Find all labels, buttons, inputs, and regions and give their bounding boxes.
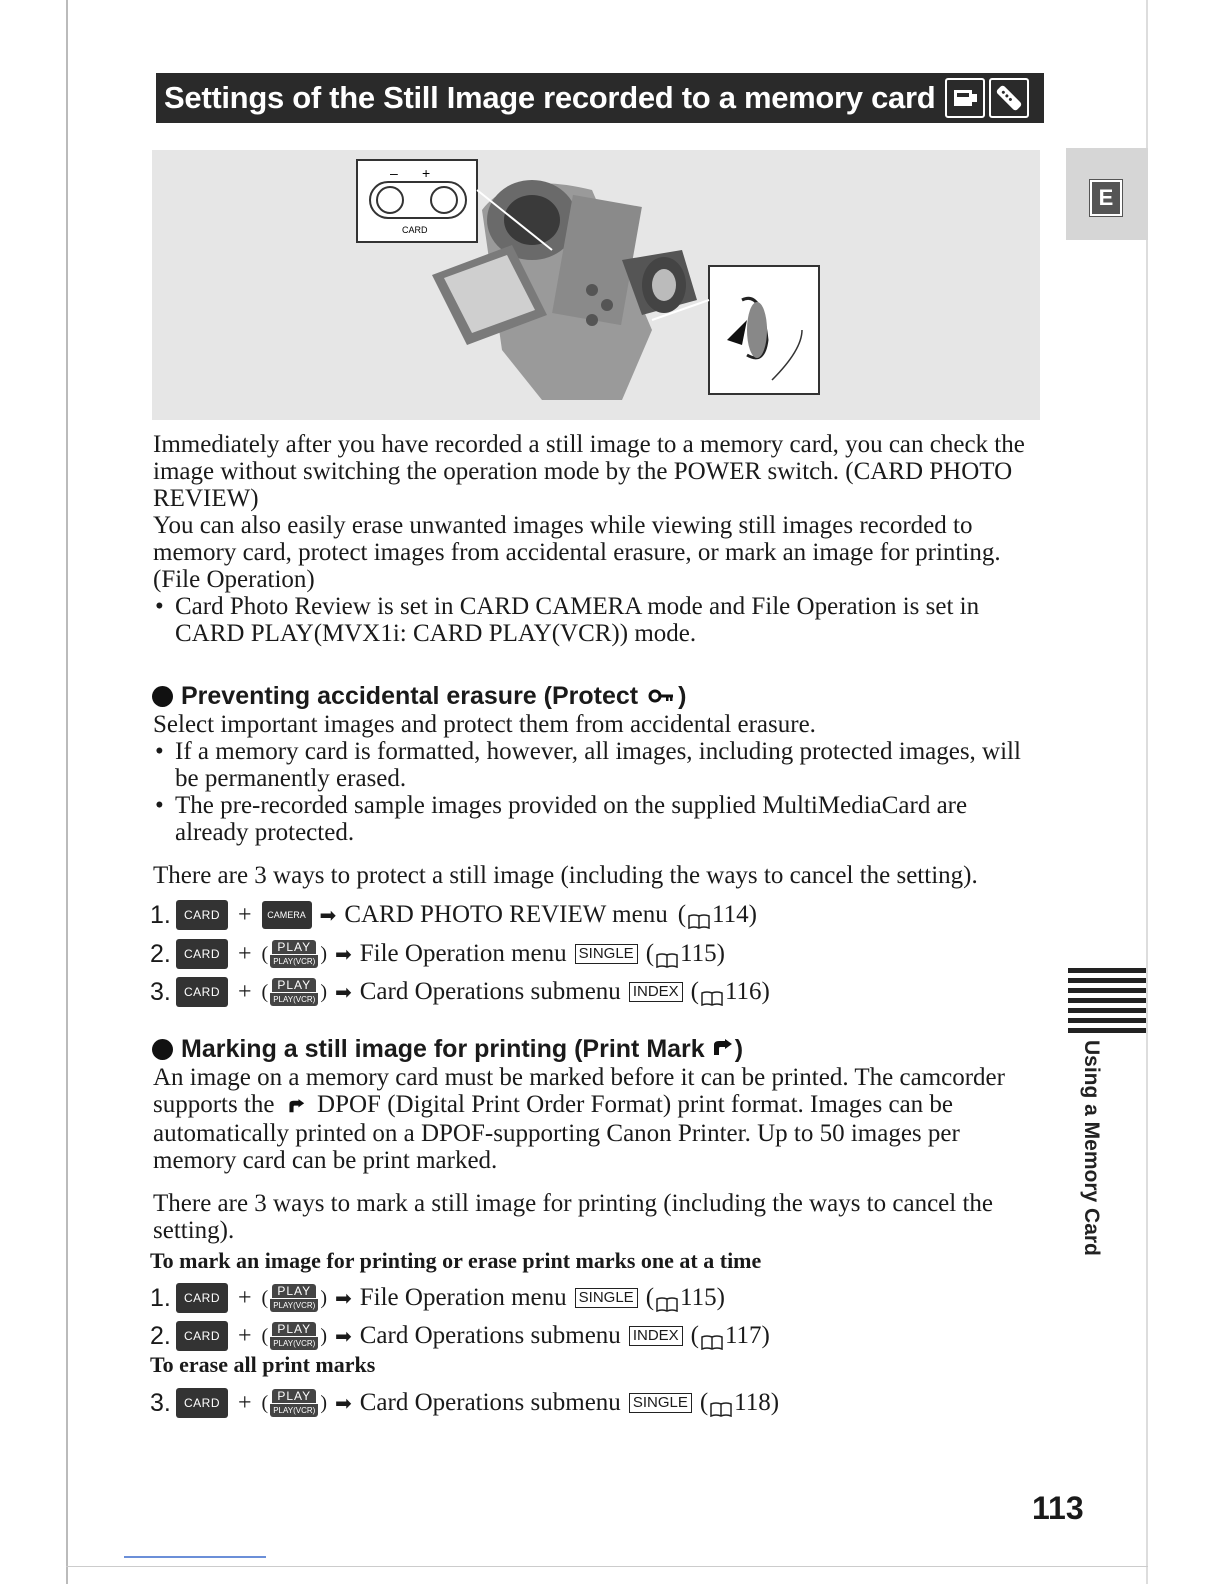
play-switch-group: ( PLAY PLAY(VCR) ): [261, 1389, 327, 1415]
paren-open: (: [699, 1389, 709, 1416]
mode-box: SINGLE: [575, 944, 638, 964]
dial-plus-label: +: [422, 165, 431, 181]
page-number: 113: [1032, 1490, 1084, 1526]
side-tab-bars: [1068, 968, 1146, 1038]
print-heading-text: Marking a still image for printing (Print Mark: [181, 1035, 705, 1063]
plus-sign: +: [238, 1322, 252, 1349]
title-icons: [945, 78, 1029, 118]
intro-section: [153, 431, 1043, 647]
plus-sign: +: [238, 901, 252, 928]
book-icon: [688, 908, 710, 923]
mode-box: INDEX: [629, 982, 683, 1002]
mode-box: SINGLE: [629, 1393, 692, 1413]
protect-heading: [152, 682, 686, 711]
page-ref: 114): [712, 901, 757, 928]
plus-sign: +: [238, 940, 252, 967]
page-ref: 117): [724, 1322, 770, 1349]
language-tab: [1066, 148, 1148, 240]
protect-bullet-1: • If a memory card is formatted, however, all images, including protected images, will be permanently erased.: [153, 738, 1043, 792]
protect-step-3: [150, 975, 770, 1009]
page-left-border: [66, 0, 68, 1584]
step-number: 2.: [150, 1321, 171, 1350]
arrow-icon: ➡: [334, 980, 352, 1004]
play-switch-icon: PLAY PLAY(VCR): [270, 940, 318, 968]
book-icon: [701, 1329, 723, 1344]
plus-sign: +: [238, 978, 252, 1005]
card-button-icon: CARD: [176, 939, 228, 969]
step-text: File Operation menu: [359, 940, 567, 967]
step-text: Card Operations submenu: [359, 978, 621, 1005]
language-code: E: [1090, 180, 1122, 216]
arrow-icon: ➡: [319, 903, 337, 927]
plus-sign: +: [238, 1389, 252, 1416]
heading-bullet-icon: [152, 686, 173, 707]
arrow-icon: ➡: [334, 942, 352, 966]
side-section-label: Using a Memory Card: [1080, 1040, 1103, 1256]
protect-heading-end: ): [678, 682, 687, 710]
play-switch-icon: PLAY PLAY(VCR): [270, 1389, 318, 1417]
step-text: File Operation menu: [359, 1284, 567, 1311]
step-number: 3.: [150, 1388, 171, 1417]
print-section: [153, 1064, 1043, 1244]
print-ways: There are 3 ways to mark a still image for printing (including the ways to cancel the setting).: [153, 1189, 994, 1244]
paren-open: (: [645, 1284, 655, 1311]
print-heading: [152, 1035, 743, 1064]
page-ref: 118): [734, 1389, 780, 1416]
protect-key-icon: [648, 682, 674, 711]
print-subheading-2: To erase all print marks: [150, 1352, 376, 1377]
intro-bullet: • Card Photo Review is set in CARD CAMERA mode and File Operation is set in CARD PLAY(MVX1i: CARD PLAY(VCR)) mode.: [153, 593, 1043, 647]
card-button-icon: CARD: [176, 1321, 228, 1351]
card-button-icon: CARD: [176, 977, 228, 1007]
print-mark-icon: [287, 1093, 305, 1120]
dial-minus-label: –: [390, 165, 398, 181]
paren-open: (: [690, 1322, 699, 1349]
step-text: Card Operations submenu: [359, 1322, 621, 1349]
play-switch-icon: PLAY PLAY(VCR): [270, 1284, 318, 1312]
arrow-icon: ➡: [334, 1286, 352, 1310]
intro-paragraph-2: You can also easily erase unwanted images while viewing still images recorded to memory card, protect images from accidental erasure, or mark an image for printing. (File Operation): [153, 512, 1001, 593]
protect-bullet-2: • The pre-recorded sample images provided on the supplied MultiMediaCard are already protected.: [153, 792, 1043, 846]
mode-box: INDEX: [629, 1326, 683, 1346]
camcorder-icon: [945, 78, 985, 118]
arrow-icon: ➡: [334, 1324, 352, 1348]
step-text: Card Operations submenu: [359, 1389, 621, 1416]
protect-section: [153, 711, 1043, 889]
paren-open: (: [645, 940, 655, 967]
step-number: 2.: [150, 939, 171, 968]
mode-box: SINGLE: [575, 1288, 638, 1308]
card-button-icon: CARD: [176, 1283, 228, 1313]
step-text: CARD PHOTO REVIEW menu: [344, 901, 668, 928]
protect-step-1: [150, 898, 757, 932]
section-title-bar: [156, 73, 1044, 123]
paren-open: (: [677, 901, 687, 928]
card-button-icon: CARD: [176, 900, 228, 930]
book-icon: [656, 947, 678, 962]
print-heading-end: ): [734, 1035, 744, 1063]
remote-control-icon: [989, 78, 1029, 118]
play-switch-group: ( PLAY PLAY(VCR) ): [261, 1322, 327, 1348]
play-switch-group: ( PLAY PLAY(VCR) ): [261, 1284, 327, 1310]
page-ref: 115): [680, 940, 725, 967]
page-bottom-line: [66, 1566, 1148, 1567]
arrow-icon: ➡: [334, 1391, 352, 1415]
protect-intro: Select important images and protect them from accidental erasure.: [153, 711, 816, 738]
print-paragraph: An image on a memory card must be marked before it can be printed. The camcorder supports the DPOF (Digital Print Order Format) print format. Images can be automatically printed on a DPOF-supporting Canon Printer. Up to 50 images per memory card can be print marked.: [153, 1064, 1005, 1174]
book-icon: [656, 1291, 678, 1306]
print-mark-icon: [711, 1035, 733, 1064]
page-ref: 116): [724, 978, 770, 1005]
print-subheading-1: To mark an image for printing or erase print marks one at a time: [150, 1248, 762, 1273]
heading-bullet-icon: [152, 1039, 173, 1060]
step-number: 1.: [150, 900, 171, 929]
play-switch-group: ( PLAY PLAY(VCR) ): [261, 978, 327, 1004]
card-button-icon: CARD: [176, 1388, 228, 1418]
paren-open: (: [690, 978, 699, 1005]
play-switch-icon: PLAY PLAY(VCR): [270, 978, 318, 1006]
print-step-2: [150, 1319, 770, 1353]
step-number: 1.: [150, 1283, 171, 1312]
page-title: Settings of the Still Image recorded to a memory card: [164, 80, 936, 115]
camcorder-illustration: [152, 150, 1040, 420]
dial-card-label: CARD: [402, 225, 428, 235]
step-number: 3.: [150, 977, 171, 1006]
page-ref: 115): [680, 1284, 725, 1311]
book-icon: [710, 1396, 732, 1411]
intro-paragraph-1: Immediately after you have recorded a still image to a memory card, you can check the image without switching the operation mode by the POWER switch. (CARD PHOTO REVIEW): [153, 431, 1025, 512]
protect-heading-text: Preventing accidental erasure (Protect: [181, 682, 639, 710]
camera-button-icon: CAMERA: [262, 901, 312, 929]
book-icon: [701, 985, 723, 1000]
plus-sign: +: [238, 1284, 252, 1311]
protect-step-2: [150, 937, 725, 971]
play-switch-group: ( PLAY PLAY(VCR) ): [261, 940, 327, 966]
print-step-1: [150, 1281, 725, 1315]
play-switch-icon: PLAY PLAY(VCR): [270, 1322, 318, 1350]
protect-ways: There are 3 ways to protect a still image (including the ways to cancel the setting).: [153, 862, 978, 889]
print-step-3: [150, 1386, 779, 1420]
page-bottom-accent: [124, 1556, 266, 1558]
